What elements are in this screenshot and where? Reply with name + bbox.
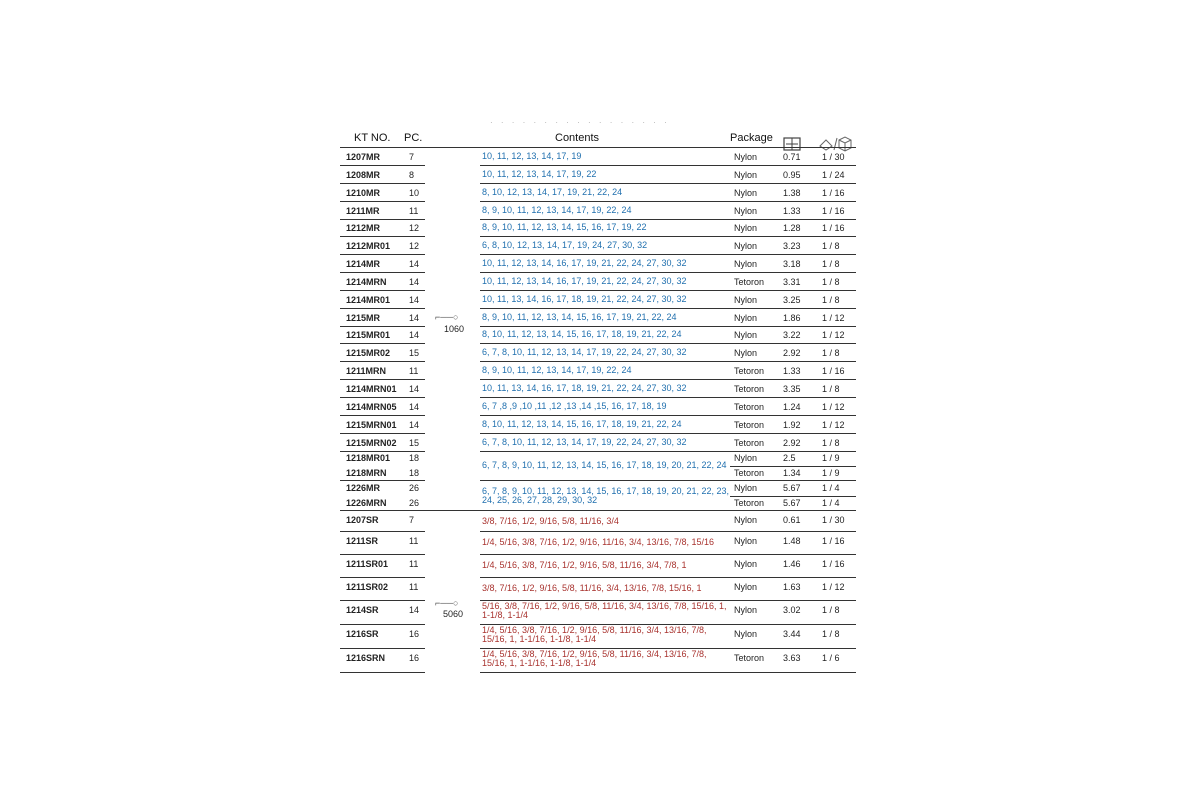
- package-type: Nylon: [734, 605, 758, 615]
- table-row: [340, 398, 856, 416]
- contents-text: 6, 7 ,8 ,9 ,10 ,11 ,12 ,13 ,14 ,15, 16, 17, 18, 19: [482, 401, 667, 411]
- contents-text: 10, 11, 13, 14, 16, 17, 18, 19, 21, 22, 24, 27, 30, 32: [482, 294, 687, 304]
- product-table: [340, 118, 856, 680]
- contents-text: 8, 9, 10, 11, 12, 13, 14, 17, 19, 22, 24: [482, 365, 632, 375]
- kt-number: 1214MRN: [346, 277, 387, 287]
- table-row: [340, 184, 856, 202]
- kt-number: 1218MR01: [346, 453, 391, 463]
- package-type: Nylon: [734, 152, 758, 162]
- package-type: Nylon: [734, 483, 758, 493]
- package-type: Nylon: [734, 536, 758, 546]
- quantity-value: 1 / 4: [822, 483, 840, 493]
- quantity-value: 1 / 8: [822, 295, 840, 305]
- quantity-value: 1 / 8: [822, 384, 840, 394]
- contents-text: 6, 7, 8, 10, 11, 12, 13, 14, 17, 19, 22, 24, 27, 30, 32: [482, 347, 687, 357]
- piece-count: 26: [409, 483, 420, 493]
- quantity-value: 1 / 16: [822, 536, 845, 546]
- package-type: Nylon: [734, 559, 758, 569]
- piece-count: 15: [409, 438, 420, 448]
- package-type: Nylon: [734, 515, 758, 525]
- package-type: Tetoron: [734, 653, 765, 663]
- piece-count: 14: [409, 277, 420, 287]
- contents-text: 5/16, 3/8, 7/16, 1/2, 9/16, 5/8, 11/16, 3/4, 13/16, 7/8, 15/16, 1, 1-1/8, 1-1/4: [482, 601, 727, 620]
- weight-value: 1.63: [783, 582, 801, 592]
- piece-count: 7: [409, 515, 415, 525]
- kt-number: 1215MR: [346, 313, 381, 323]
- cutoff-row: [340, 673, 856, 677]
- piece-count: 10: [409, 188, 420, 198]
- piece-count: 16: [409, 629, 420, 639]
- quantity-value: 1 / 9: [822, 468, 840, 478]
- kt-number: 1211MRN: [346, 366, 387, 376]
- weight-value: 1.33: [783, 206, 801, 216]
- contents-text: 1/4, 5/16, 3/8, 7/16, 1/2, 9/16, 5/8, 11/16, 3/4, 7/8, 1: [482, 560, 687, 570]
- quantity-value: 1 / 12: [822, 402, 845, 412]
- table-header: [340, 130, 856, 148]
- contents-text: 6, 7, 8, 10, 11, 12, 13, 14, 17, 19, 22, 24, 27, 30, 32: [482, 437, 687, 447]
- contents-text: 8, 10, 11, 12, 13, 14, 15, 16, 17, 18, 19, 21, 22, 24: [482, 329, 682, 339]
- kt-number: 1216SRN: [346, 653, 386, 663]
- package-type: Nylon: [734, 330, 758, 340]
- contents-text: 10, 11, 12, 13, 14, 16, 17, 19, 21, 22, 24, 27, 30, 32: [482, 258, 687, 268]
- kt-number: 1211SR: [346, 536, 379, 546]
- contents-text: 8, 9, 10, 11, 12, 13, 14, 15, 16, 17, 19, 22: [482, 222, 647, 232]
- kt-number: 1214MRN05: [346, 402, 397, 412]
- piece-count: 14: [409, 330, 420, 340]
- metric-group-label: 1060: [444, 324, 465, 334]
- contents-text: 1/4, 5/16, 3/8, 7/16, 1/2, 9/16, 5/8, 11/16, 3/4, 13/16, 7/8, 15/16, 1, 1-1/16, 1-1/8, 1-1/4: [482, 625, 707, 644]
- quantity-value: 1 / 8: [822, 605, 840, 615]
- piece-count: 14: [409, 384, 420, 394]
- table-row: [340, 237, 856, 255]
- wrench-icon: ⌐──○: [435, 312, 459, 322]
- package-type: Tetoron: [734, 366, 765, 376]
- weight-value: 1.33: [783, 366, 801, 376]
- quantity-value: 1 / 8: [822, 241, 840, 251]
- quantity-value: 1 / 8: [822, 259, 840, 269]
- table-row: [340, 326, 856, 344]
- quantity-value: 1 / 12: [822, 420, 845, 430]
- weight-value: 3.44: [783, 629, 801, 639]
- contents-text: 8, 9, 10, 11, 12, 13, 14, 15, 16, 17, 19, 21, 22, 24: [482, 312, 677, 322]
- quantity-value: 1 / 9: [822, 453, 840, 463]
- weight-value: 2.5: [783, 453, 796, 463]
- quantity-value: 1 / 8: [822, 629, 840, 639]
- package-type: Tetoron: [734, 402, 765, 412]
- contents-text: 8, 10, 11, 12, 13, 14, 15, 16, 17, 18, 19, 21, 22, 24: [482, 419, 682, 429]
- piece-count: 14: [409, 259, 420, 269]
- piece-count: 15: [409, 348, 420, 358]
- quantity-value: 1 / 8: [822, 438, 840, 448]
- package-type: Nylon: [734, 348, 758, 358]
- table-row: [340, 309, 856, 327]
- header-pc: PC.: [404, 132, 423, 144]
- quantity-value: 1 / 4: [822, 498, 840, 508]
- package-type: Nylon: [734, 241, 758, 251]
- piece-count: 14: [409, 313, 420, 323]
- kt-number: 1214MRN01: [346, 384, 397, 394]
- piece-count: 16: [409, 653, 420, 663]
- table-row: [340, 416, 856, 434]
- piece-count: 8: [409, 170, 415, 180]
- table-row: [340, 380, 856, 398]
- contents-text: 10, 11, 12, 13, 14, 16, 17, 19, 21, 22, 24, 27, 30, 32: [482, 276, 687, 286]
- package-type: Nylon: [734, 170, 758, 180]
- weight-value: 1.92: [783, 420, 801, 430]
- weight-value: 1.46: [783, 559, 801, 569]
- piece-count: 14: [409, 402, 420, 412]
- weight-value: 3.25: [783, 295, 801, 305]
- table-row: [340, 362, 856, 380]
- weight-value: 1.24: [783, 402, 801, 412]
- weight-value: 2.92: [783, 438, 801, 448]
- kt-number: 1211SR01: [346, 559, 389, 569]
- quantity-value: 1 / 12: [822, 582, 845, 592]
- weight-value: 1.38: [783, 188, 801, 198]
- contents-text: 6, 8, 10, 12, 13, 14, 17, 19, 24, 27, 30, 32: [482, 240, 648, 250]
- contents-text: 10, 11, 12, 13, 14, 17, 19, 22: [482, 169, 597, 179]
- weight-value: 5.67: [783, 498, 801, 508]
- contents-text: 8, 10, 12, 13, 14, 17, 19, 21, 22, 24: [482, 187, 623, 197]
- weight-value: 3.22: [783, 330, 801, 340]
- kt-number: 1215MR01: [346, 330, 391, 340]
- contents-text: 1/4, 5/16, 3/8, 7/16, 1/2, 9/16, 5/8, 11/16, 3/4, 13/16, 7/8, 15/16, 1, 1-1/16, 1-1/8, 1-1/4: [482, 649, 707, 668]
- kt-number: 1216SR: [346, 629, 379, 639]
- table-row: [340, 291, 856, 309]
- contents-text: 3/8, 7/16, 1/2, 9/16, 5/8, 11/16, 3/4, 13/16, 7/8, 15/16, 1: [482, 583, 702, 593]
- quantity-value: 1 / 16: [822, 559, 845, 569]
- package-type: Tetoron: [734, 277, 765, 287]
- weight-value: 1.34: [783, 468, 801, 478]
- piece-count: 11: [409, 206, 419, 216]
- kt-number: 1214MR: [346, 259, 381, 269]
- header-package: Package: [730, 132, 773, 144]
- piece-count: 18: [409, 453, 420, 463]
- weight-value: 5.67: [783, 483, 801, 493]
- weight-value: 0.95: [783, 170, 801, 180]
- contents-text: 10, 11, 13, 14, 16, 17, 18, 19, 21, 22, 24, 27, 30, 32: [482, 383, 687, 393]
- kt-number: 1212MR: [346, 223, 381, 233]
- piece-count: 14: [409, 295, 420, 305]
- package-type: Tetoron: [734, 384, 765, 394]
- contents-text: 1/4, 5/16, 3/8, 7/16, 1/2, 9/16, 11/16, 3/4, 13/16, 7/8, 15/16: [482, 537, 715, 547]
- weight-value: 1.48: [783, 536, 801, 546]
- table-row: [340, 219, 856, 237]
- table-row: [340, 255, 856, 273]
- package-type: Nylon: [734, 259, 758, 269]
- package-type: Nylon: [734, 223, 758, 233]
- table-row: [340, 273, 856, 291]
- piece-count: 11: [409, 366, 419, 376]
- kt-number: 1208MR: [346, 170, 381, 180]
- row-divider: [730, 466, 856, 467]
- sae-group-label: 5060: [443, 609, 464, 619]
- table-row: [340, 555, 856, 578]
- kt-number: 1215MRN01: [346, 420, 397, 430]
- piece-count: 26: [409, 498, 420, 508]
- quantity-value: 1 / 12: [822, 330, 845, 340]
- contents-text: 10, 11, 12, 13, 14, 17, 19: [482, 151, 582, 161]
- kt-number: 1215MRN02: [346, 438, 397, 448]
- piece-count: 18: [409, 468, 420, 478]
- quantity-value: 1 / 24: [822, 170, 845, 180]
- table-row: [340, 148, 856, 166]
- kt-number: 1211MR: [346, 206, 380, 216]
- quantity-value: 1 / 16: [822, 366, 845, 376]
- weight-value: 3.31: [783, 277, 801, 287]
- table-row: [340, 601, 856, 625]
- table-row: [340, 166, 856, 184]
- header-kt-no: KT NO.: [354, 132, 391, 144]
- weight-value: 1.28: [783, 223, 801, 233]
- kt-number: 1207MR: [346, 152, 381, 162]
- kt-number: 1214SR: [346, 605, 379, 615]
- table-row: [340, 434, 856, 452]
- package-type: Tetoron: [734, 468, 765, 478]
- table-row: [340, 202, 856, 220]
- quantity-value: 1 / 16: [822, 188, 845, 198]
- quantity-value: 1 / 8: [822, 348, 840, 358]
- quantity-value: 1 / 8: [822, 277, 840, 287]
- package-type: Nylon: [734, 206, 758, 216]
- package-type: Nylon: [734, 582, 758, 592]
- contents-text: 8, 9, 10, 11, 12, 13, 14, 17, 19, 22, 24: [482, 205, 632, 215]
- kt-number: 1211SR02: [346, 582, 389, 592]
- contents-text: 6, 7, 8, 9, 10, 11, 12, 13, 14, 15, 16, 17, 18, 19, 20, 21, 22, 24: [482, 460, 727, 470]
- piece-count: 12: [409, 223, 420, 233]
- kt-number: 1210MR: [346, 188, 381, 198]
- quantity-value: 1 / 6: [822, 653, 840, 663]
- kt-number: 1218MRN: [346, 468, 387, 478]
- quantity-value: 1 / 30: [822, 515, 845, 525]
- weight-value: 2.92: [783, 348, 801, 358]
- quantity-value: 1 / 16: [822, 223, 845, 233]
- quantity-value: 1 / 30: [822, 152, 845, 162]
- package-type: Nylon: [734, 295, 758, 305]
- kt-number: 1226MRN: [346, 498, 387, 508]
- piece-count: 12: [409, 241, 420, 251]
- quantity-value: 1 / 12: [822, 313, 845, 323]
- weight-value: 3.63: [783, 653, 801, 663]
- table-row: [340, 578, 856, 601]
- kt-number: 1207SR: [346, 515, 379, 525]
- weight-value: 3.18: [783, 259, 801, 269]
- package-type: Tetoron: [734, 438, 765, 448]
- table-row: [340, 532, 856, 555]
- package-type: Tetoron: [734, 420, 765, 430]
- table-row: [340, 511, 856, 532]
- table-row: [340, 344, 856, 362]
- package-type: Nylon: [734, 313, 758, 323]
- weight-value: 3.02: [783, 605, 801, 615]
- weight-value: 0.61: [783, 515, 801, 525]
- piece-count: 11: [409, 559, 419, 569]
- package-type: Nylon: [734, 453, 758, 463]
- table-row: [340, 649, 856, 673]
- weight-value: 0.71: [783, 152, 801, 162]
- package-type: Nylon: [734, 629, 758, 639]
- contents-text: 3/8, 7/16, 1/2, 9/16, 5/8, 11/16, 3/4: [482, 516, 619, 526]
- row-divider: [730, 496, 856, 497]
- package-type: Tetoron: [734, 498, 765, 508]
- piece-count: 14: [409, 420, 420, 430]
- kt-number: 1212MR01: [346, 241, 391, 251]
- piece-count: 11: [409, 536, 419, 546]
- piece-count: 11: [409, 582, 419, 592]
- wrench-icon: ⌐──○: [435, 598, 459, 608]
- weight-value: 1.86: [783, 313, 801, 323]
- kt-number: 1215MR02: [346, 348, 391, 358]
- piece-count: 7: [409, 152, 415, 162]
- kt-number: 1214MR01: [346, 295, 391, 305]
- weight-value: 3.23: [783, 241, 801, 251]
- package-type: Nylon: [734, 188, 758, 198]
- decorative-dots: · · · · · · · · · · · · · · · · ·: [490, 118, 670, 127]
- weight-value: 3.35: [783, 384, 801, 394]
- contents-text: 6, 7, 8, 9, 10, 11, 12, 13, 14, 15, 16, 17, 18, 19, 20, 21, 22, 23, 24, 25, 26, 27, 28, 29, 30, 32: [482, 486, 730, 505]
- kt-number: 1226MR: [346, 483, 381, 493]
- table-row: [340, 625, 856, 649]
- header-contents: Contents: [555, 132, 600, 144]
- quantity-value: 1 / 16: [822, 206, 845, 216]
- piece-count: 14: [409, 605, 420, 615]
